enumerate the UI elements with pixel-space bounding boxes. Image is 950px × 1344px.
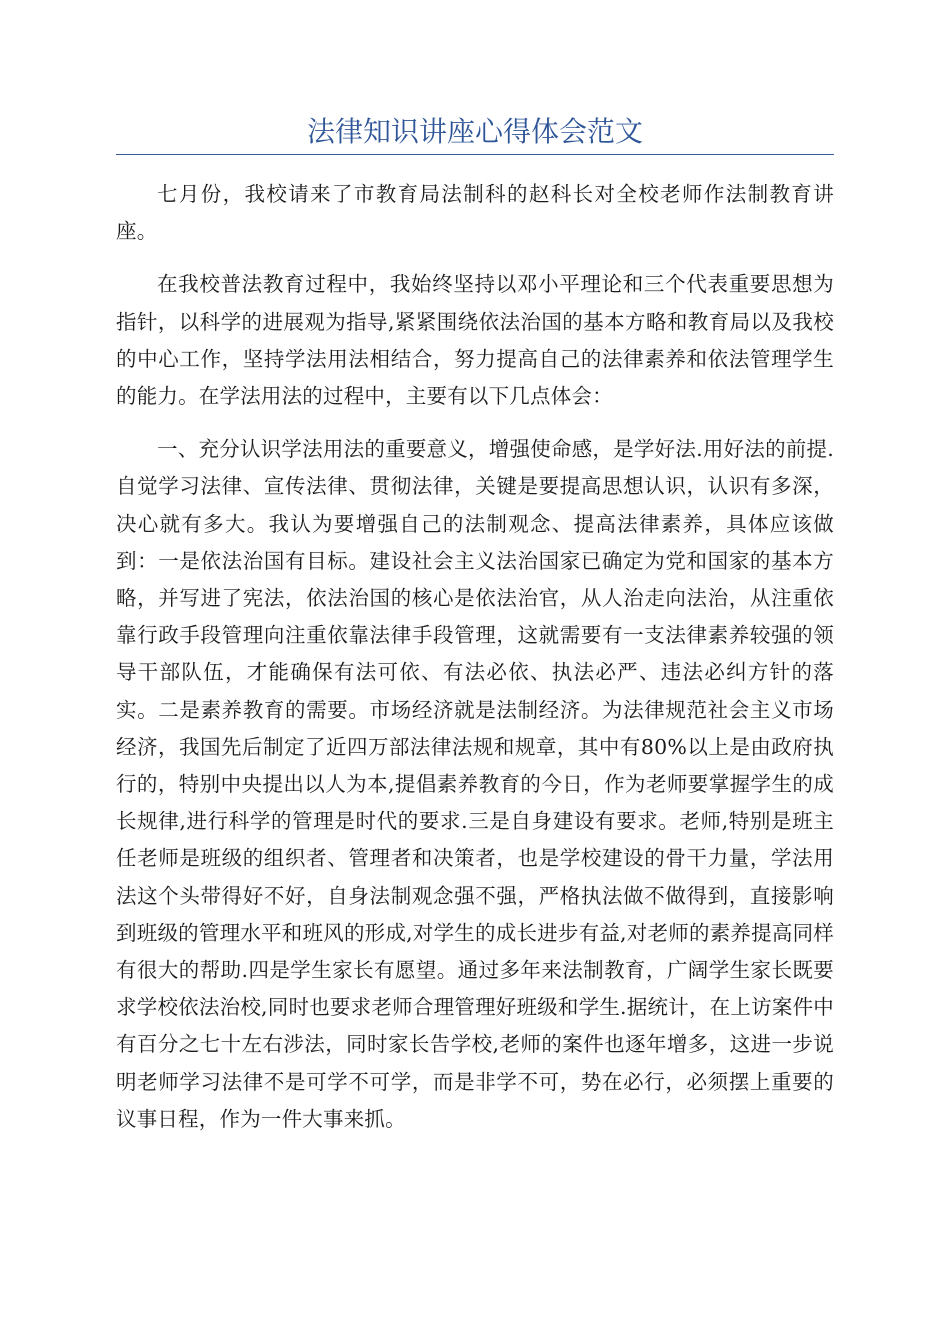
paragraph-3: 一、充分认识学法用法的重要意义，增强使命感，是学好法.用好法的前提.自觉学习法律、宣传法律、贯彻法律，关键是要提高思想认识，认识有多深，决心就有多大。我认为要增强自己的法制观念、提高法律素养，具体应该做到：一是依法治国有目标。建设社会主义法治国家已确定为党和国家的基本方略，并写进了宪法，依法治国的核心是依法治官，从人治走向法治，从注重依靠行政手段管理向注重依靠法律手段管理，这就需要有一支法律素养较强的领导干部队伍，才能确保有法可依、有法必依、执法必严、违法必纠方针的落实。二是素养教育的需要。市场经济就是法制经济。为法律规范社会主义市场经济，我国先后制定了近四万部法律法规和规章，其中有80%以上是由政府执行的，特别中央提出以人为本,提倡素养教育的今日，作为老师要掌握学生的成长规律,进行科学的管理是时代的要求.三是自身建设有要求。老师,特别是班主任老师是班级的组织者、管理者和决策者，也是学校建设的骨干力量，学法用法这个头带得好不好，自身法制观念强不强，严格执法做不做得到，直接影响到班级的管理水平和班风的形成,对学生的成长进步有益,对老师的素养提高同样有很大的帮助.四是学生家长有愿望。通过多年来法制教育，广阔学生家长既要求学校依法治校,同时也要求老师合理管理好班级和学生.据统计，在上访案件中有百分之七十左右涉法，同时家长告学校,老师的案件也逐年增多，这进一步说明老师学习法律不是可学不可学，而是非学不可，势在必行，必须摆上重要的议事日程，作为一件大事来抓。 [116,437,834,1131]
document-title: 法律知识讲座心得体会范文 [306,115,643,148]
title-underline [116,154,834,155]
paragraph-1: 七月份，我校请来了市教育局法制科的赵科长对全校老师作法制教育讲座。 [116,182,834,244]
document-body [116,176,834,1154]
paragraph-2: 在我校普法教育过程中，我始终坚持以邓小平理论和三个代表重要思想为指针，以科学的进展观为指导,紧紧围绕依法治国的基本方略和教育局以及我校的中心工作，坚持学法用法相结合，努力提高自己的法律素养和依法管理学生的能力。在学法用法的过程中，主要有以下几点体会： [116,272,834,409]
